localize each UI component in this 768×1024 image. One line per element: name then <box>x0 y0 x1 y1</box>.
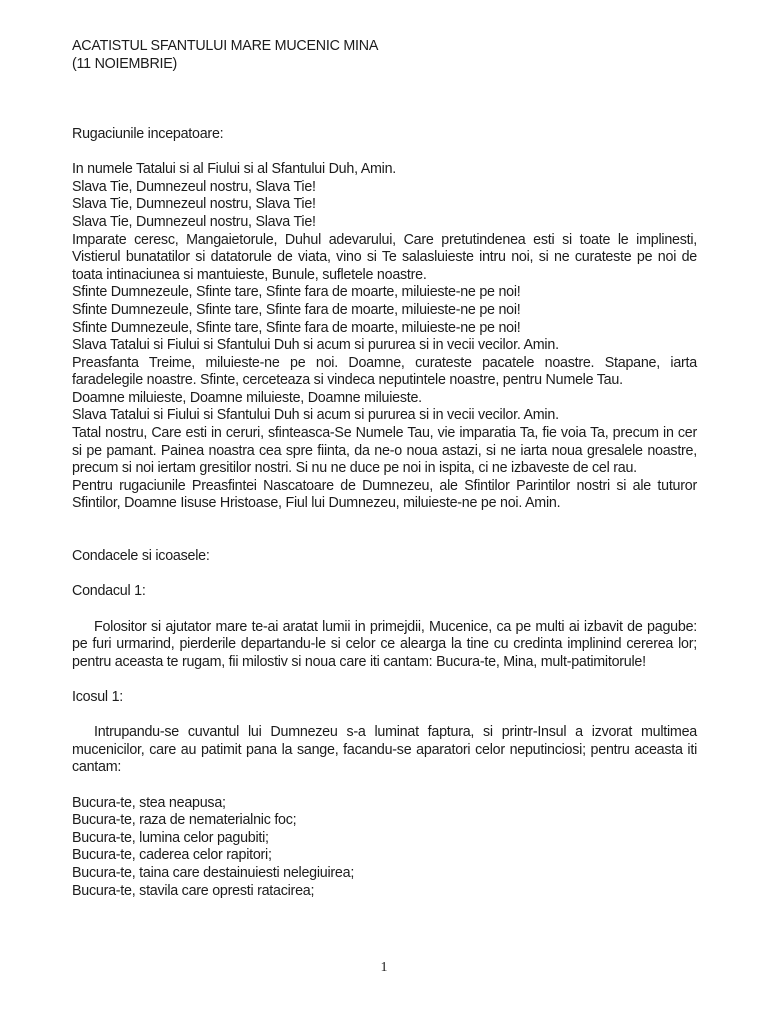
slava-line: Slava Tatalui si Fiului si Sfantului Duh si acum si pururea si in vecii vecilor. Amin. <box>72 337 559 354</box>
prayer-preasfanta-treime: Preasfanta Treime, miluieste-ne pe noi. Doamne, curateste pacatele noastre. Stapane, iarta faradelegile noastre. Sfinte, cerceteaza si vindeca neputintele noastre, pentru Numele Tau. <box>72 354 697 389</box>
bucura-te-line: Bucura-te, lumina celor pagubiti; <box>72 829 269 846</box>
slava-line: Slava Tatalui si Fiului si Sfantului Duh si acum si pururea si in vecii vecilor. Amin. <box>72 407 559 424</box>
doamne-miluieste-line: Doamne miluieste, Doamne miluieste, Doamne miluieste. <box>72 389 422 406</box>
section-heading-condacele: Condacele si icoasele: <box>72 548 210 565</box>
intro-line: In numele Tatalui si al Fiului si al Sfantului Duh, Amin. <box>72 161 397 178</box>
icos-1-text: Intrupandu-se cuvantul lui Dumnezeu s-a luminat faptura, si printr-Insul a izvorat multimea mucenicilor, care au patimit pana la sange, facandu-se aparatori celor neputinciosi; pentru aceasta iti cantam: <box>72 724 697 776</box>
condac-1-text: Folositor si ajutator mare te-ai aratat lumii in primejdii, Mucenice, ca pe multi ai izbavit de pagube: pe furi urmarind, pierderile departandu-le si celor ce alearga la tine cu credinta implinind cererea lor; pentru aceasta te rugam, fii milostiv si noua care iti cantam: Bucura-te, Mina, mult-patimitorule! <box>72 618 697 670</box>
trisagion-line: Sfinte Dumnezeule, Sfinte tare, Sfinte fara de moarte, miluieste-ne pe noi! <box>72 284 521 301</box>
trisagion-line: Sfinte Dumnezeule, Sfinte tare, Sfinte fara de moarte, miluieste-ne pe noi! <box>72 319 521 336</box>
bucura-te-line: Bucura-te, raza de nematerialnic foc; <box>72 812 297 829</box>
intro-line: Slava Tie, Dumnezeul nostru, Slava Tie! <box>72 196 316 213</box>
page-number: 1 <box>380 960 388 975</box>
icos-1-heading: Icosul 1: <box>72 688 123 705</box>
section-heading-intro: Rugaciunile incepatoare: <box>72 125 224 142</box>
prayer-tatal-nostru: Tatal nostru, Care esti in ceruri, sfinteasca-Se Numele Tau, vie imparatia Ta, fie voia Ta, precum in cer si pe pamant. Painea noastra cea spre fiinta, da ne-o noua astazi, si ne iarta noua gresalele noastre, precum si noi iertam gresitilor nostri. Si nu ne duce pe noi in ispita, ci ne izbaveste de cel rau. <box>72 425 697 477</box>
prayer-imparate-ceresc: Imparate ceresc, Mangaietorule, Duhul adevarului, Care pretutindenea esti si toate le implinesti, Vistierul bunatatilor si datatorule de viata, vino si Te salasluieste intru noi, si ne curateste pe noi de toata intinaciunea si mantuieste, Bunule, sufletele noastre. <box>72 231 697 283</box>
document-page <box>72 38 697 900</box>
bucura-te-line: Bucura-te, stea neapusa; <box>72 794 226 811</box>
intro-line: Slava Tie, Dumnezeul nostru, Slava Tie! <box>72 213 316 230</box>
document-title: ACATISTUL SFANTULUI MARE MUCENIC MINA <box>72 38 379 54</box>
intro-line: Slava Tie, Dumnezeul nostru, Slava Tie! <box>72 178 316 195</box>
document-date: (11 NOIEMBRIE) <box>72 55 178 72</box>
bucura-te-line: Bucura-te, stavila care opresti ratacirea; <box>72 882 315 899</box>
condac-1-heading: Condacul 1: <box>72 583 146 600</box>
trisagion-line: Sfinte Dumnezeule, Sfinte tare, Sfinte fara de moarte, miluieste-ne pe noi! <box>72 301 521 318</box>
prayer-pentru-rugaciunile: Pentru rugaciunile Preasfintei Nascatoare de Dumnezeu, ale Sfintilor Parintilor nostri si ale tuturor Sfintilor, Doamne Iisuse Hristoase, Fiul lui Dumnezeu, miluieste-ne pe noi. Amin. <box>72 477 697 512</box>
bucura-te-line: Bucura-te, caderea celor rapitori; <box>72 847 272 864</box>
bucura-te-line: Bucura-te, taina care destainuiesti nelegiuirea; <box>72 864 355 881</box>
